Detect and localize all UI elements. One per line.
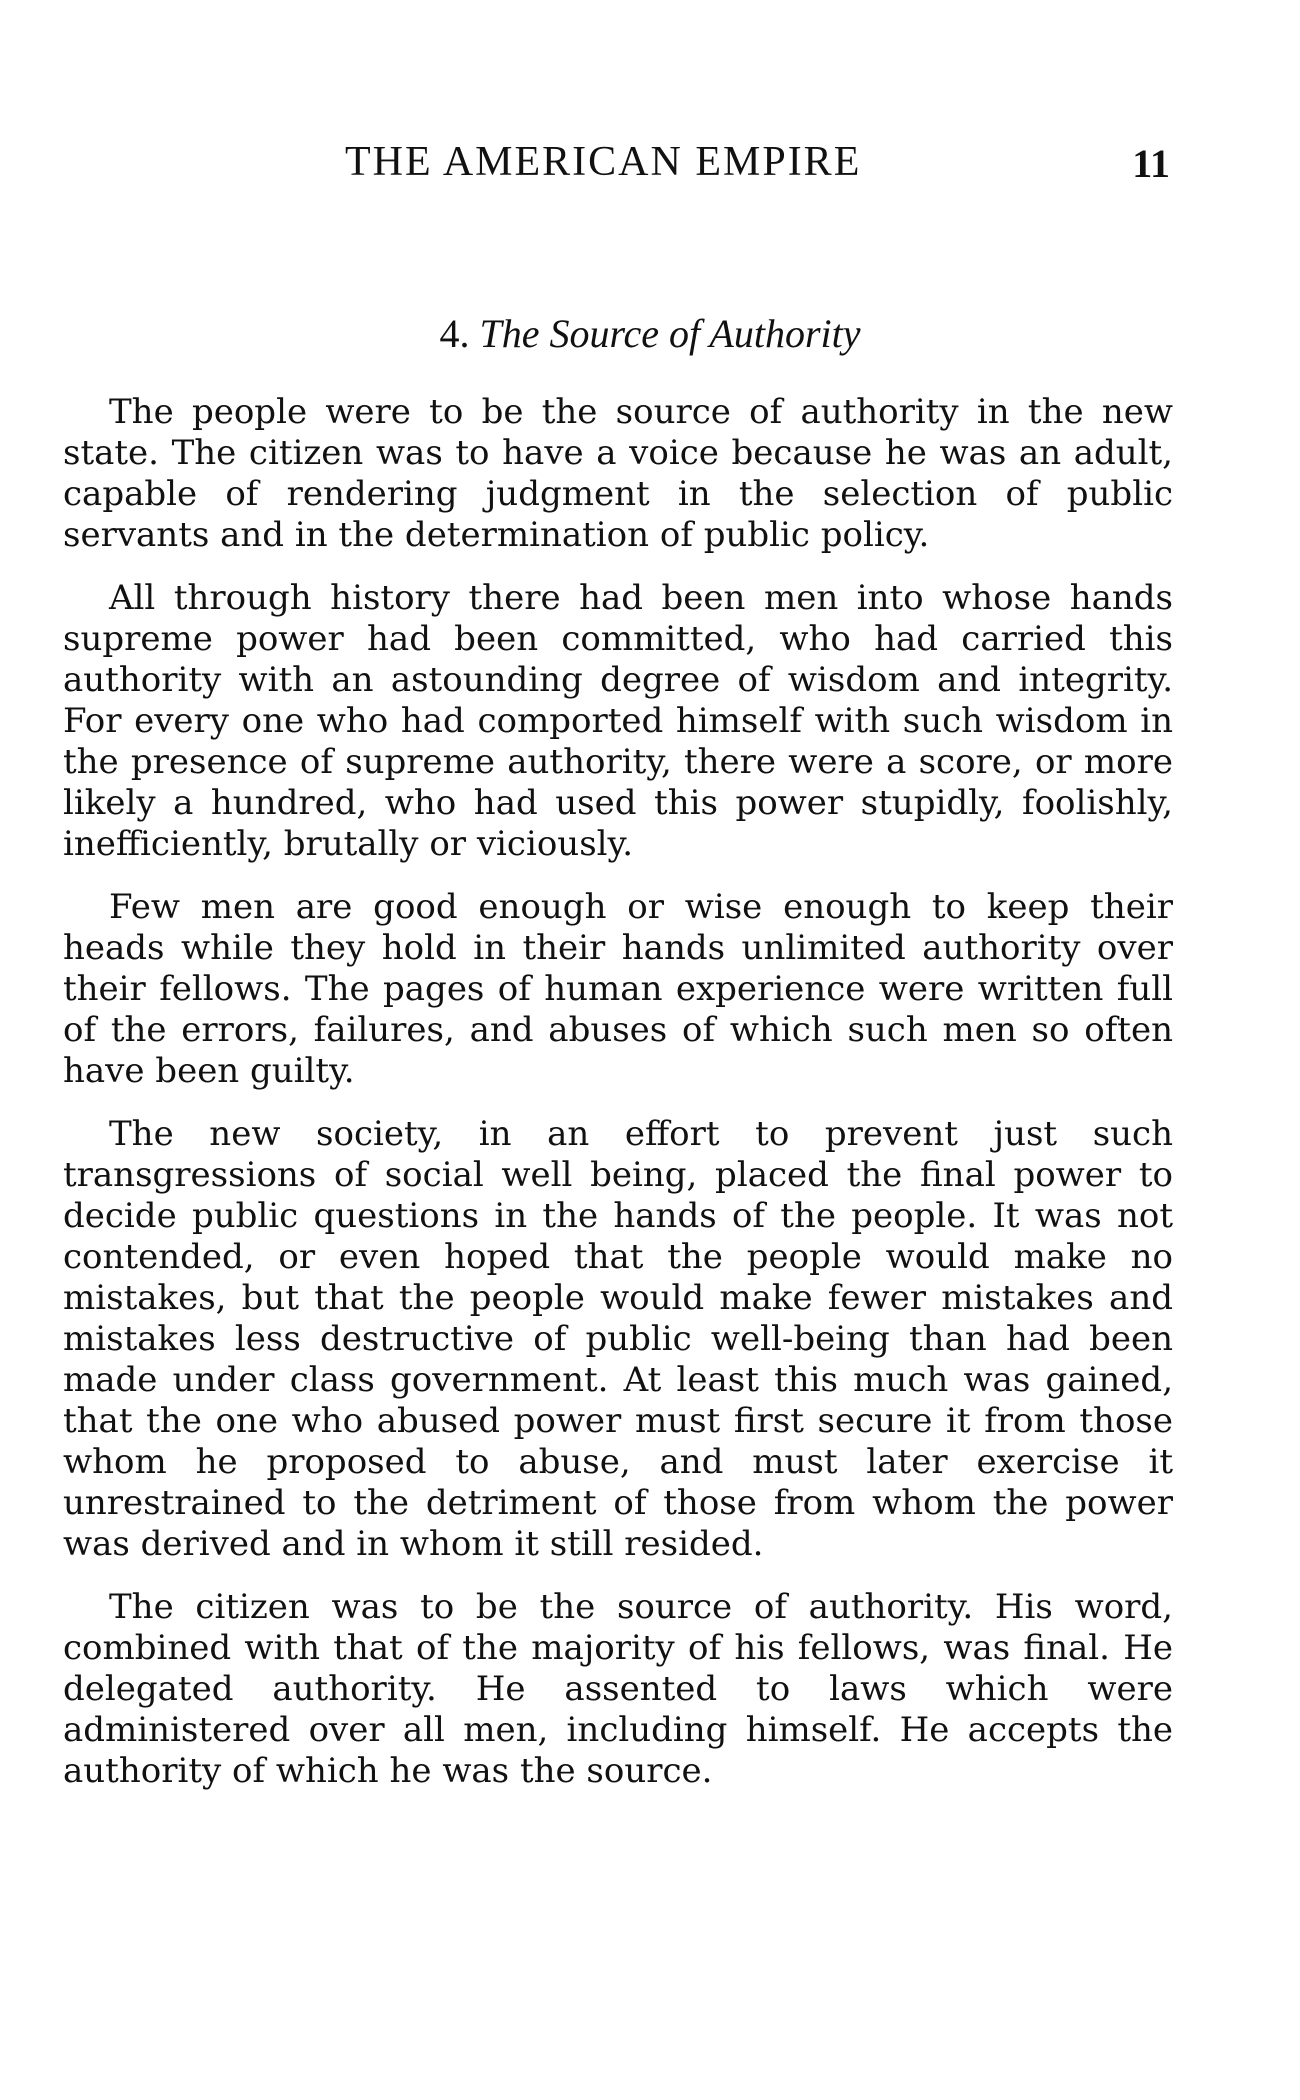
- running-head: [0, 138, 1300, 188]
- section-number: 4.: [439, 311, 470, 356]
- body-text: [63, 392, 1173, 1814]
- paragraph-5: The citizen was to be the source of authority. His word, combined with that of the majority of his fellows, was final. He delegated authority. He assented to laws which were administered over all men, including himself. He accepts the authority of which he was the source.: [63, 1587, 1173, 1791]
- paragraph-4: The new society, in an effort to prevent just such transgressions of social well being, placed the final power to decide public questions in the hands of the people. It was not contended, or even hoped that the people would make no mistakes, but that the people would make fewer mistakes and mistakes less destructive of public well-being than had been made under class government. At least this much was gained, that the one who abused power must first secure it from those whom he proposed to abuse, and must later exercise it unrestrained to the detriment of those from whom the power was derived and in whom it still resided.: [63, 1114, 1173, 1564]
- section-title: The Source of Authority: [479, 311, 861, 356]
- running-title: THE AMERICAN EMPIRE: [345, 139, 862, 185]
- paragraph-3: Few men are good enough or wise enough to keep their heads while they hold in their hands unlimited authority over their fellows. The pages of human experience were written full of the errors, failures, and abuses of which such men so often have been guilty.: [63, 887, 1173, 1091]
- page-number: 11: [1132, 141, 1170, 186]
- paragraph-1: The people were to be the source of authority in the new state. The citizen was to have a voice because he was an adult, capable of rendering judgment in the selection of public servants and in the determination of public policy.: [63, 392, 1173, 555]
- paragraph-2: All through history there had been men into whose hands supreme power had been committed, who had carried this authority with an astounding degree of wisdom and integrity. For every one who had comported himself with such wisdom in the presence of supreme authority, there were a score, or more likely a hundred, who had used this power stupidly, foolishly, inefficiently, brutally or viciously.: [63, 578, 1173, 864]
- section-heading: [0, 310, 1300, 357]
